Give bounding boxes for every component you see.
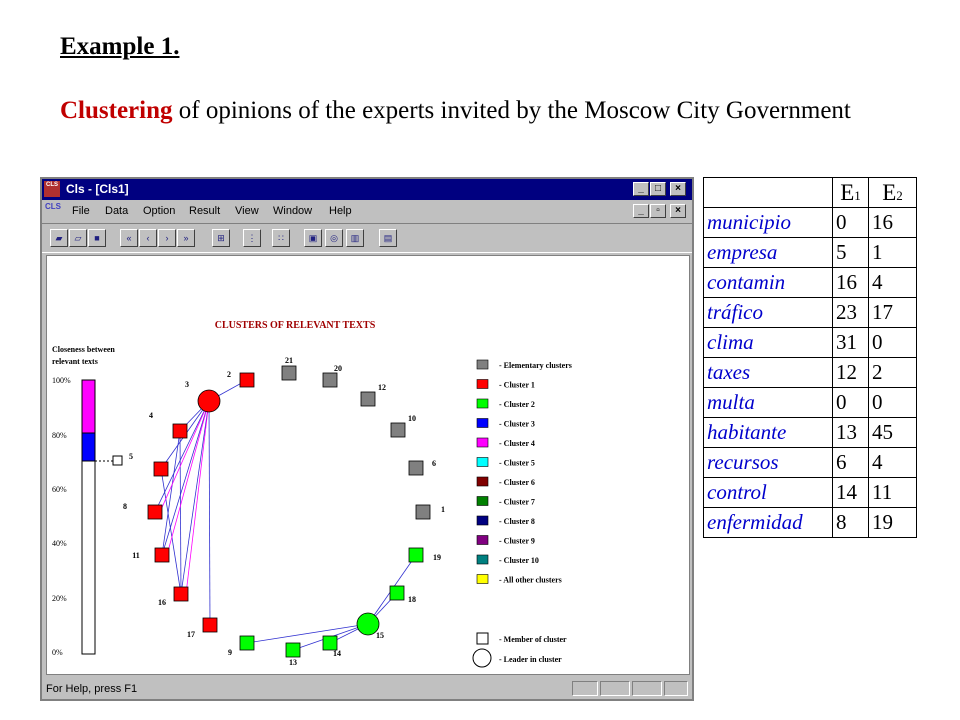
cluster-member-node[interactable] [323,373,337,387]
term-cell: recursos [704,448,833,478]
cluster-member-node[interactable] [154,462,168,476]
cluster-member-node[interactable] [282,366,296,380]
legend-swatch [477,516,488,525]
legend-member-symbol [477,633,488,644]
scale-segment-cluster3 [82,433,95,461]
e1-cell: 31 [833,328,869,358]
legend-label: - Cluster 4 [499,439,535,448]
title-bar[interactable] [42,179,692,200]
cluster-member-node[interactable] [148,505,162,519]
term-cell: enfermidad [704,508,833,538]
scale-tick-100: 100% [52,376,71,385]
scale-segment-cluster4 [82,380,95,433]
node-label: 4 [149,411,153,420]
e2-cell: 2 [869,358,917,388]
chart-view-icon[interactable]: ▣ [304,229,322,247]
term-cell: tráfico [704,298,833,328]
disabled-tool-icon[interactable]: ∷ [272,229,290,247]
legend-label: - Cluster 1 [499,380,535,390]
e1-cell: 8 [833,508,869,538]
subtitle-rest: of opinions of the experts invited by the Moscow City Government [172,97,851,124]
legend-label: - Elementary clusters [499,361,572,370]
menu-help[interactable]: Help [329,205,352,217]
e2-cell: 4 [869,268,917,298]
menu-view[interactable]: View [235,205,259,217]
cluster-member-node[interactable] [361,392,375,406]
legend-label: - Cluster 10 [499,556,539,565]
cluster-member-node[interactable] [286,643,300,657]
node-label: 14 [333,649,341,658]
legend-swatch [477,438,488,447]
menu-window[interactable]: Window [273,205,313,217]
term-cell: empresa [704,238,833,268]
window-title: Cls - [Cls1] [66,182,129,196]
slide-subtitle [60,89,880,132]
open-file-icon[interactable]: ▱ [69,229,87,247]
diagram-canvas[interactable] [46,255,690,675]
node-label: 21 [285,356,293,365]
legend-label: - Cluster 7 [499,497,535,507]
e2-cell: 45 [869,418,917,448]
cluster-member-node[interactable] [155,548,169,562]
subtitle-highlight: Clustering [60,97,173,124]
menu-file[interactable]: File [72,205,90,217]
table-header-blank [704,178,833,208]
e1-cell: 5 [833,238,869,268]
table-row [704,478,917,508]
app-icon[interactable]: CLS [44,181,60,197]
cluster-edge [209,401,210,625]
status-field-2 [600,681,630,696]
status-bar [42,679,692,699]
e2-cell: 0 [869,388,917,418]
cluster-leader-node[interactable] [198,390,220,412]
document-icon[interactable]: CLS [45,202,61,211]
legend-label: - All other clusters [499,575,562,585]
legend-leader-symbol [473,649,491,667]
circle-view-icon[interactable]: ◎ [325,229,343,247]
minimize-button[interactable]: _ [633,182,649,196]
node-label: 13 [289,658,297,667]
maximize-button[interactable]: □ [650,182,666,196]
e2-cell: 16 [869,208,917,238]
e1-cell: 16 [833,268,869,298]
e2-cell: 1 [869,238,917,268]
node-label: 11 [132,551,140,560]
e1-cell: 0 [833,388,869,418]
cluster-member-node[interactable] [174,587,188,601]
menu-result[interactable]: Result [189,205,221,217]
cluster-member-node[interactable] [323,636,337,650]
node-label: 10 [408,414,416,423]
cluster-edge [180,431,181,594]
legend-swatch [477,477,488,486]
e1-cell: 14 [833,478,869,508]
cluster-member-node[interactable] [409,548,423,562]
cluster-edge [186,401,209,594]
term-cell: contamin [704,268,833,298]
legend-leader-label: - Leader in cluster [499,655,562,664]
diagram-legend [477,360,572,585]
child-minimize-button[interactable]: _ [633,204,649,218]
legend-swatch [477,419,488,428]
scale-pointer-box[interactable] [113,456,122,465]
legend-swatch [477,575,488,584]
e2-cell: 4 [869,448,917,478]
legend-label: - Cluster 8 [499,517,535,526]
scale-tick-80: 80% [52,431,67,440]
e1-cell: 6 [833,448,869,478]
legend-label: - Cluster 5 [499,458,535,468]
node-label: 6 [432,459,436,468]
scale-label-line1: Closeness between [52,345,115,354]
table-row [704,238,917,268]
status-text: For Help, press F1 [46,683,138,695]
scale-label-line2: relevant texts [52,357,98,366]
term-cell: habitante [704,418,833,448]
table-row [704,298,917,328]
legend-swatch [477,399,488,408]
term-cell: multa [704,388,833,418]
e1-cell: 12 [833,358,869,388]
open-folder-icon[interactable]: ▰ [50,229,68,247]
cluster-member-node[interactable] [416,505,430,519]
term-cell: taxes [704,358,833,388]
e2-cell: 11 [869,478,917,508]
next-record-icon[interactable]: › [158,229,176,247]
slide-heading: Example 1. [60,33,180,60]
table-row [704,418,917,448]
scale-tick-0: 0% [52,648,63,657]
e1-cell: 23 [833,298,869,328]
cluster-member-node[interactable] [240,636,254,650]
legend-swatch [477,458,488,467]
node-label: 9 [228,648,232,657]
scale-tick-20: 20% [52,594,67,603]
legend-swatch [477,497,488,506]
table-row [704,448,917,478]
cluster-member-node[interactable] [390,586,404,600]
legend-label: - Cluster 3 [499,419,535,429]
header-e2: E2 [869,178,917,208]
cluster-diagram [47,256,689,674]
diagram-title: CLUSTERS OF RELEVANT TEXTS [214,320,376,331]
legend-member-label: - Member of cluster [499,635,567,644]
menu-data[interactable]: Data [105,205,129,217]
header-e1: E1 [833,178,869,208]
status-field-3 [632,681,662,696]
legend-swatch [477,536,488,545]
table-row [704,328,917,358]
previous-record-icon[interactable]: ‹ [139,229,157,247]
cluster-member-node[interactable] [391,423,405,437]
term-cell: municipio [704,208,833,238]
legend-swatch [477,555,488,564]
e1-cell: 0 [833,208,869,238]
cluster-member-node[interactable] [240,373,254,387]
node-label: 19 [433,553,441,562]
scale-tick-60: 60% [52,485,67,494]
node-label: 1 [441,505,445,514]
e2-cell: 19 [869,508,917,538]
node-label: 18 [408,595,416,604]
e1-cell: 13 [833,418,869,448]
node-label: 17 [187,630,195,639]
tree-tool-icon[interactable]: ⋮ [243,229,261,247]
node-label: 20 [334,364,342,373]
resize-grip[interactable] [664,681,688,696]
table-header-row [704,178,917,208]
legend-label: - Cluster 6 [499,478,535,487]
node-label: 2 [227,370,231,379]
cluster-tool-icon[interactable]: ⊞ [212,229,230,247]
menu-bar [42,201,692,221]
toolbar [42,223,692,253]
save-icon[interactable]: ■ [88,229,106,247]
node-label: 8 [123,502,127,511]
table-row [704,508,917,538]
table-row [704,388,917,418]
cluster-member-node[interactable] [409,461,423,475]
menu-option[interactable]: Option [143,205,176,217]
term-cell: clima [704,328,833,358]
node-label: 15 [376,631,384,640]
legend-label: - Cluster 9 [499,536,535,546]
table-row [704,268,917,298]
cluster-edge [160,401,209,512]
cluster-nodes [123,356,445,667]
scale-tick-40: 40% [52,539,67,548]
cluster-member-node[interactable] [173,424,187,438]
cluster-edges [155,380,416,650]
first-record-icon[interactable]: « [120,229,138,247]
child-close-button[interactable]: × [670,204,686,218]
e2-cell: 17 [869,298,917,328]
close-button[interactable]: × [670,182,686,196]
legend-label: - Cluster 2 [499,400,535,409]
node-label: 12 [378,383,386,392]
term-cell: control [704,478,833,508]
scale-marker-label: 5 [129,452,133,461]
node-label: 3 [185,380,189,389]
term-frequency-table [703,177,917,538]
status-field-1 [572,681,598,696]
table-row [704,358,917,388]
monitor-icon[interactable]: ▤ [379,229,397,247]
bar-view-icon[interactable]: ▥ [346,229,364,247]
app-window [40,177,694,701]
legend-swatch [477,380,488,389]
legend-swatch [477,360,488,369]
table-row [704,208,917,238]
last-record-icon[interactable]: » [177,229,195,247]
e2-cell: 0 [869,328,917,358]
node-label: 16 [158,598,166,607]
child-restore-button[interactable]: ▫ [650,204,666,218]
cluster-member-node[interactable] [203,618,217,632]
